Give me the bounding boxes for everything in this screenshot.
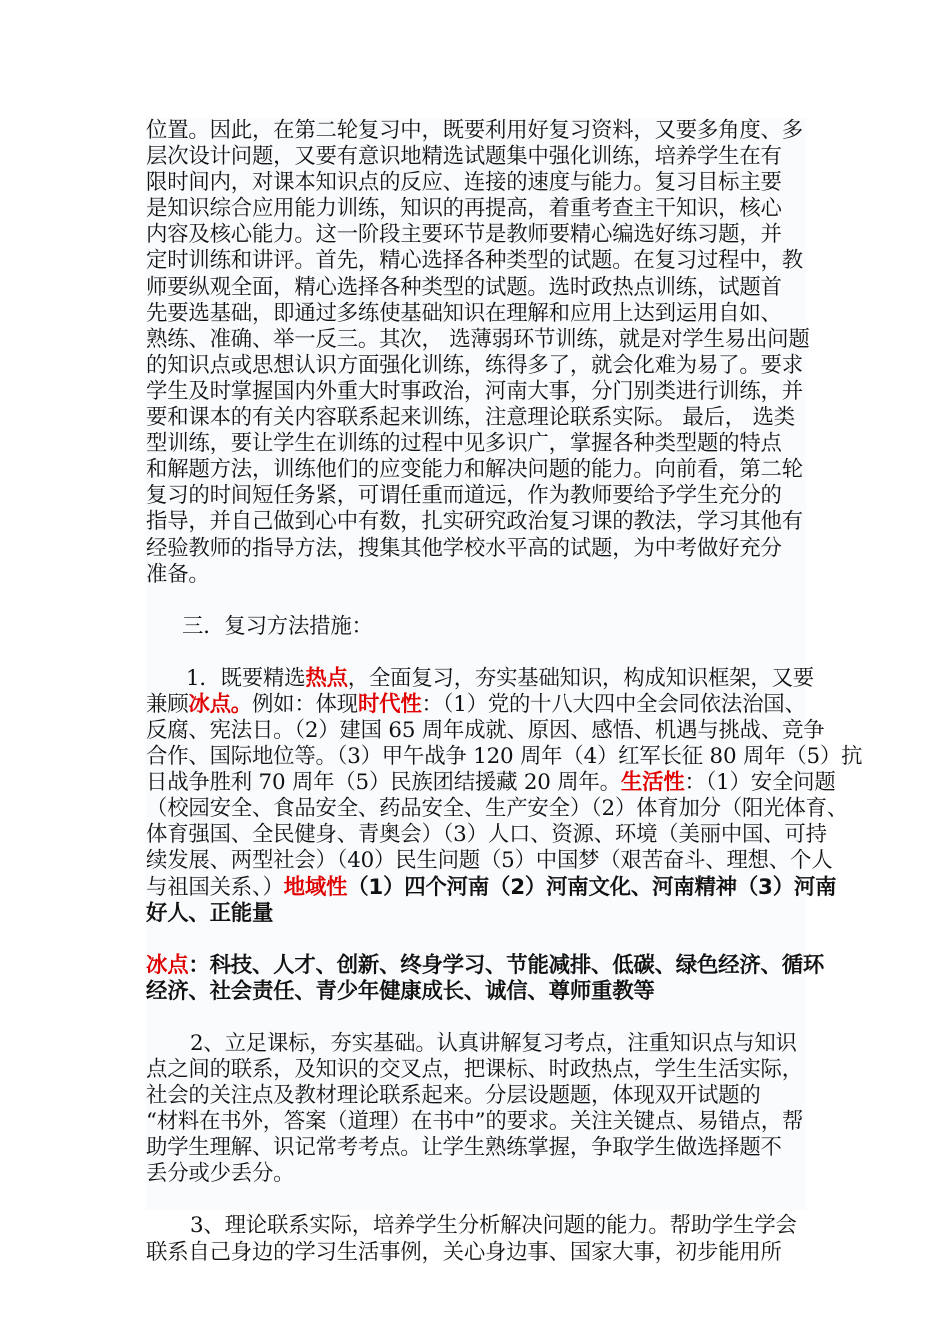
text-fragment: （1）四个河南（2）河南文化、河南精神（3）河南 [347, 874, 837, 900]
text-line: 先要选基础，即通过多练使基础知识在理解和应用上达到运用自如、 [146, 300, 782, 326]
text-line [146, 770, 836, 796]
text-line [146, 874, 837, 901]
text-line: 位置。因此，在第二轮复习中，既要利用好复习资料，又要多角度、多 [146, 118, 803, 143]
text-line [146, 665, 814, 692]
text-line: 经验教师的指导方法，搜集其他学校水平高的试题，为中考做好充分 [146, 535, 782, 561]
item-2-paragraph [146, 1031, 806, 1188]
text-fragment: 兼顾 [146, 691, 189, 717]
text-line: 助学生理解、识记常考考点。让学生熟练掌握，争取学生做选择题不 [146, 1135, 782, 1161]
text-line: 学生及时掌握国内外重大时事政治，河南大事，分门别类进行训练，并 [146, 378, 803, 404]
text-line: 好人、正能量 [146, 900, 274, 926]
text-fragment: ：科技、人才、创新、终身学习、节能减排、低碳、绿色经济、循环 [188, 952, 825, 978]
text-line: 和解题方法，训练他们的应变能力和解决问题的能力。向前看，第二轮 [146, 457, 803, 483]
text-line: 师要纵观全面，精心选择各种类型的试题。选时政热点训练，试题首 [146, 274, 782, 300]
spacer [146, 588, 806, 614]
text-line: 限时间内，对课本知识点的反应、连接的速度与能力。复习目标主要 [146, 170, 782, 196]
text-fragment: 1．既要精选 [186, 665, 306, 691]
text-line: 点之间的联系，及知识的交叉点，把课标、时政热点，学生生活实际， [146, 1057, 803, 1082]
intro-paragraph [146, 118, 810, 588]
text-line: 内容及核心能力。这一阶段主要环节是教师要精心编选好练习题，并 [146, 222, 782, 248]
text-line: 准备。 [146, 561, 210, 587]
keyword-era: 时代性 [357, 691, 422, 717]
text-line: 型训练，要让学生在训练的过程中见多识广，掌握各种类型题的特点 [146, 431, 782, 457]
text-line: 指导，并自己做到心中有数，扎实研究政治复习课的教法，学习其他有 [146, 509, 803, 535]
text-line: 熟练、准确、举一反三。其次， 选薄弱环节训练，就是对学生易出问题 [146, 326, 810, 352]
text-line [146, 692, 806, 718]
text-line [146, 952, 825, 979]
text-line: 联系自己身边的学习生活事例，关心身边事、国家大事，初步能用所 [146, 1239, 782, 1265]
text-line: 复习的时间短任务紧，可谓任重而道远，作为教师要给予学生充分的 [146, 483, 782, 509]
text-line: 的知识点或思想认识方面强化训练，练得多了，就会化难为易了。要求 [146, 352, 803, 378]
text-fragment: ：（1）党的十八大四中全会同依法治国、 [421, 691, 806, 717]
text-line: 经济、社会责任、青少年健康成长、诚信、尊师重教等 [146, 978, 655, 1004]
keyword-cold: 冰点。 [188, 691, 252, 717]
text-line: “材料在书外，答案（道理）在书中”的要求。关注关键点、易错点，帮 [146, 1109, 804, 1135]
item-3-paragraph [146, 1213, 806, 1265]
text-line: 社会的关注点及教材理论联系起来。分层设题题，体现双开试题的 [146, 1083, 761, 1109]
text-line: 2、立足课标，夯实基础。认真讲解复习考点，注重知识点与知识 [190, 1030, 797, 1056]
text-line: 反腐、宪法日。（2）建国 65 周年成就、原因、感悟、机遇与挑战、竞争 [146, 717, 825, 743]
text-line: 3、理论联系实际，培养学生分析解决问题的能力。帮助学生学会 [190, 1213, 797, 1239]
text-fragment: 日战争胜利 70 周年（5）民族团结援藏 20 周年。 [146, 770, 621, 796]
text-line: 定时训练和讲评。首先，精心选择各种类型的试题。在复习过程中，教 [146, 248, 803, 274]
text-fragment: 与祖国关系、） [146, 874, 284, 900]
section-heading: 三．复习方法措施： [182, 613, 373, 639]
keyword-life: 生活性 [620, 770, 685, 796]
cold-points-paragraph [146, 952, 825, 1005]
text-line: 合作、国际地位等。（3）甲午战争 120 周年（4）红军长征 80 周年（5）抗 [146, 744, 863, 770]
text-line: 体育强国、全民健身、青奥会）（3）人口、资源、环境（美丽中国、可持 [146, 822, 827, 848]
text-line: 要和课本的有关内容联系起来训练，注意理论联系实际。 最后， 选类 [146, 405, 795, 431]
text-line: 丢分或少丢分。 [146, 1161, 295, 1187]
text-fragment: 例如：体现 [251, 691, 358, 717]
item-1-paragraph [146, 665, 863, 927]
text-line: （校园安全、食品安全、药品安全、生产安全）（2）体育加分（阳光体育、 [146, 796, 849, 822]
keyword-cold-label: 冰点 [146, 952, 189, 978]
text-line: 续发展、两型社会）（40）民生问题（5）中国梦（艰苦奋斗、理想、个人 [146, 848, 833, 874]
text-fragment: ：（1）安全问题 [684, 770, 836, 796]
spacer [146, 1005, 806, 1031]
document-body [146, 118, 863, 1266]
text-line: 是知识综合应用能力训练，知识的再提高，着重考查主干知识，核心 [146, 196, 782, 222]
spacer [146, 640, 806, 666]
keyword-hot: 热点 [305, 665, 348, 691]
text-fragment: ，全面复习，夯实基础知识，构成知识框架，又要 [347, 665, 814, 691]
text-line: 层次设计问题，又要有意识地精选试题集中强化训练，培养学生在有 [146, 144, 782, 170]
spacer [146, 1187, 806, 1213]
keyword-region: 地域性 [283, 874, 348, 900]
spacer [146, 927, 806, 953]
